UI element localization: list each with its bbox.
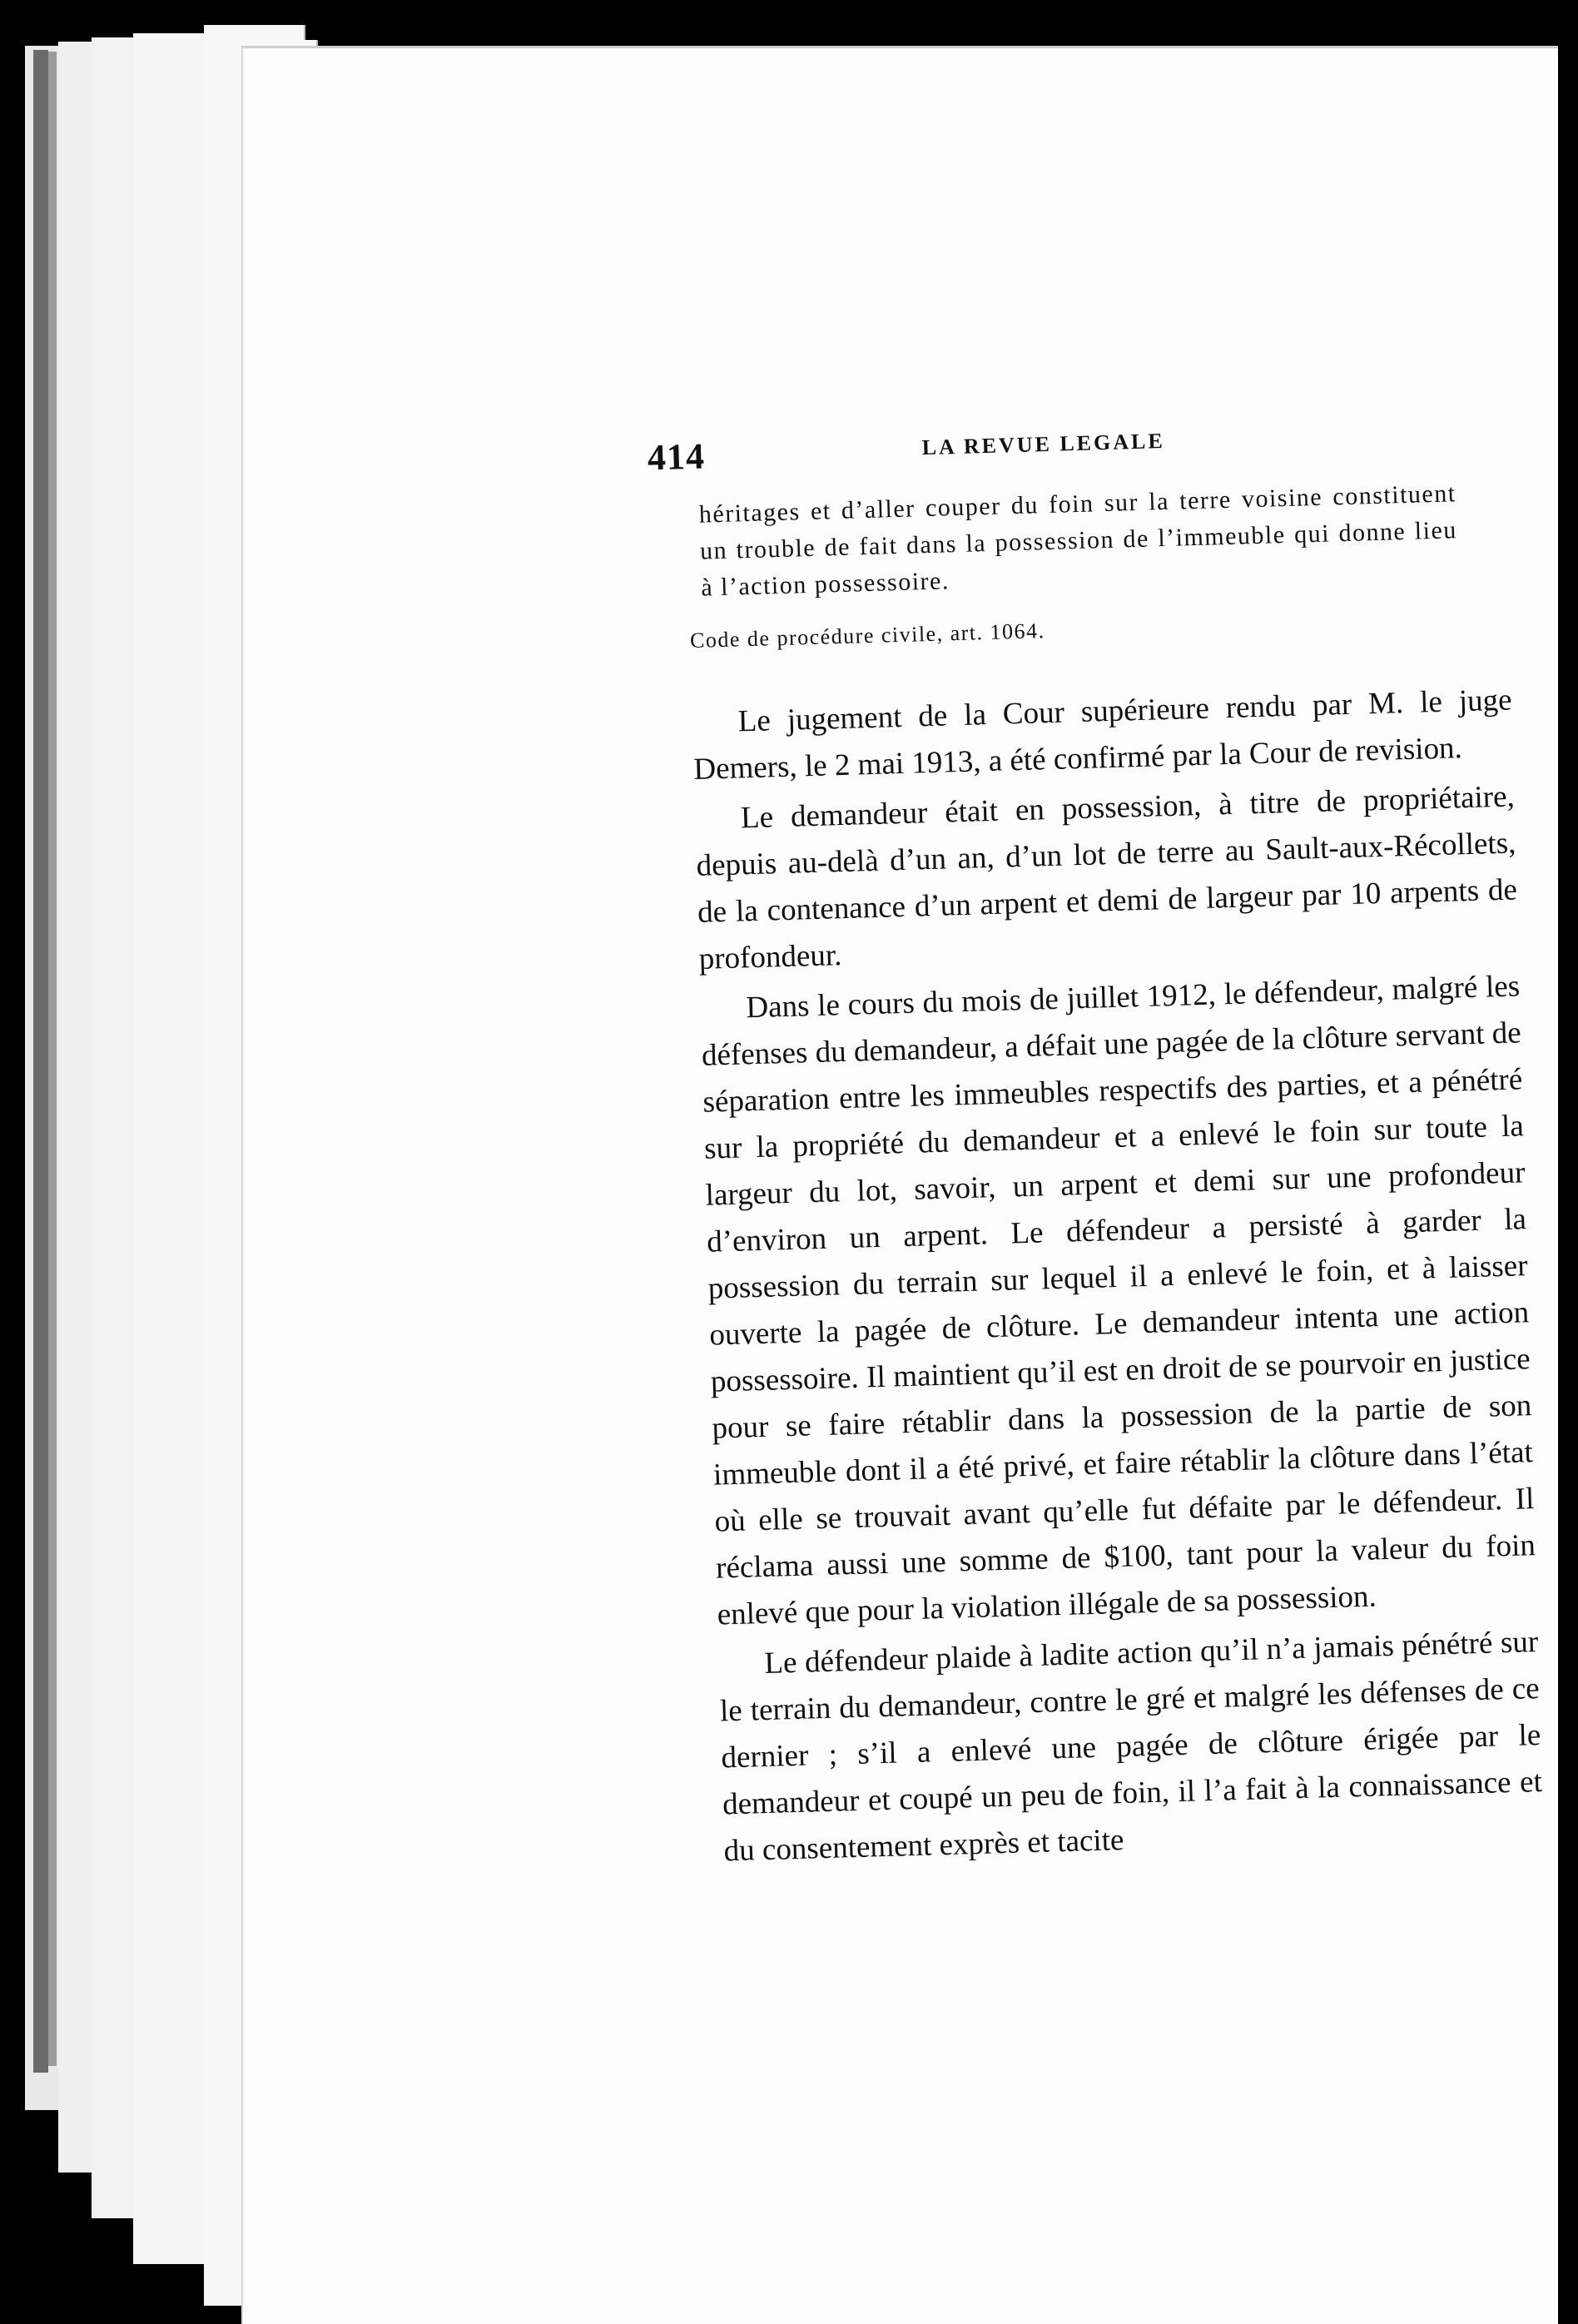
paragraph: Le défendeur plaide à ladite action qu’il n’a jamais pénétré sur le terrain du demandeur, contre le gré et malgré les défenses de ce dernier ; s’il a enlevé une pagée de clôture érigée par le demandeur et coupé un peu de foin, il l’a fait à la connaissance et du consentement exprès et tacite	[719, 1625, 1543, 1869]
page-content	[538, 404, 1552, 1882]
paragraph: Le demandeur était en possession, à titre de propriétaire, depuis au-delà d’un an, d’un lot de terre au Sault-aux-Récollets, de la contenance d’un arpent et demi de largeur par 10 arpents de profondeur.	[696, 779, 1518, 976]
code-citation: Code de procédure civile, art. 1064.	[689, 618, 1045, 653]
page-sheet	[241, 46, 1558, 2324]
running-title: LA REVUE LEGALE	[921, 428, 1166, 460]
paragraph: Le jugement de la Cour supérieure rendu par M. le juge Demers, le 2 mai 1913, a été confirmé par la Cour de revision.	[692, 683, 1513, 787]
paragraph: Dans le cours du mois de juillet 1912, le défendeur, malgré les défenses du demandeur, a défait une pagée de la clôture servant de séparation entre les immeubles respectifs des parties, et a pénétré sur la propriété du demandeur et a enlevé le foin sur toute la largeur du lot, savoir, un arpent et demi sur une profondeur d’environ un arpent. Le défendeur a persisté à garder la possession du terrain sur lequel il a enlevé le foin, et à laisser ouverte la pagée de clôture. Le demandeur intenta une action possessoire. Il maintient qu’il est en droit de se pourvoir en justice pour se faire rétablir dans la possession de la partie de son immeuble dont il a été privé, et faire rétablir la clôture dans l’état où elle se trouvait avant qu’elle fut défaite par le défendeur. Il réclama aussi une somme de $100, tant pour la valeur du foin enlevé que pour la violation illégale de sa possession.	[701, 969, 1536, 1632]
page-edge-shadow	[33, 50, 48, 2073]
body-text	[692, 677, 1544, 1875]
page-header	[538, 404, 1513, 489]
headnote-summary: héritages et d’aller couper du foin sur la terre voisine constituent un trouble de fait dans la possession de l’immeuble qui donne lieu à l’action possessoire.	[698, 479, 1458, 602]
page-number: 414	[647, 435, 706, 479]
page-edge-shadow	[48, 52, 57, 2066]
